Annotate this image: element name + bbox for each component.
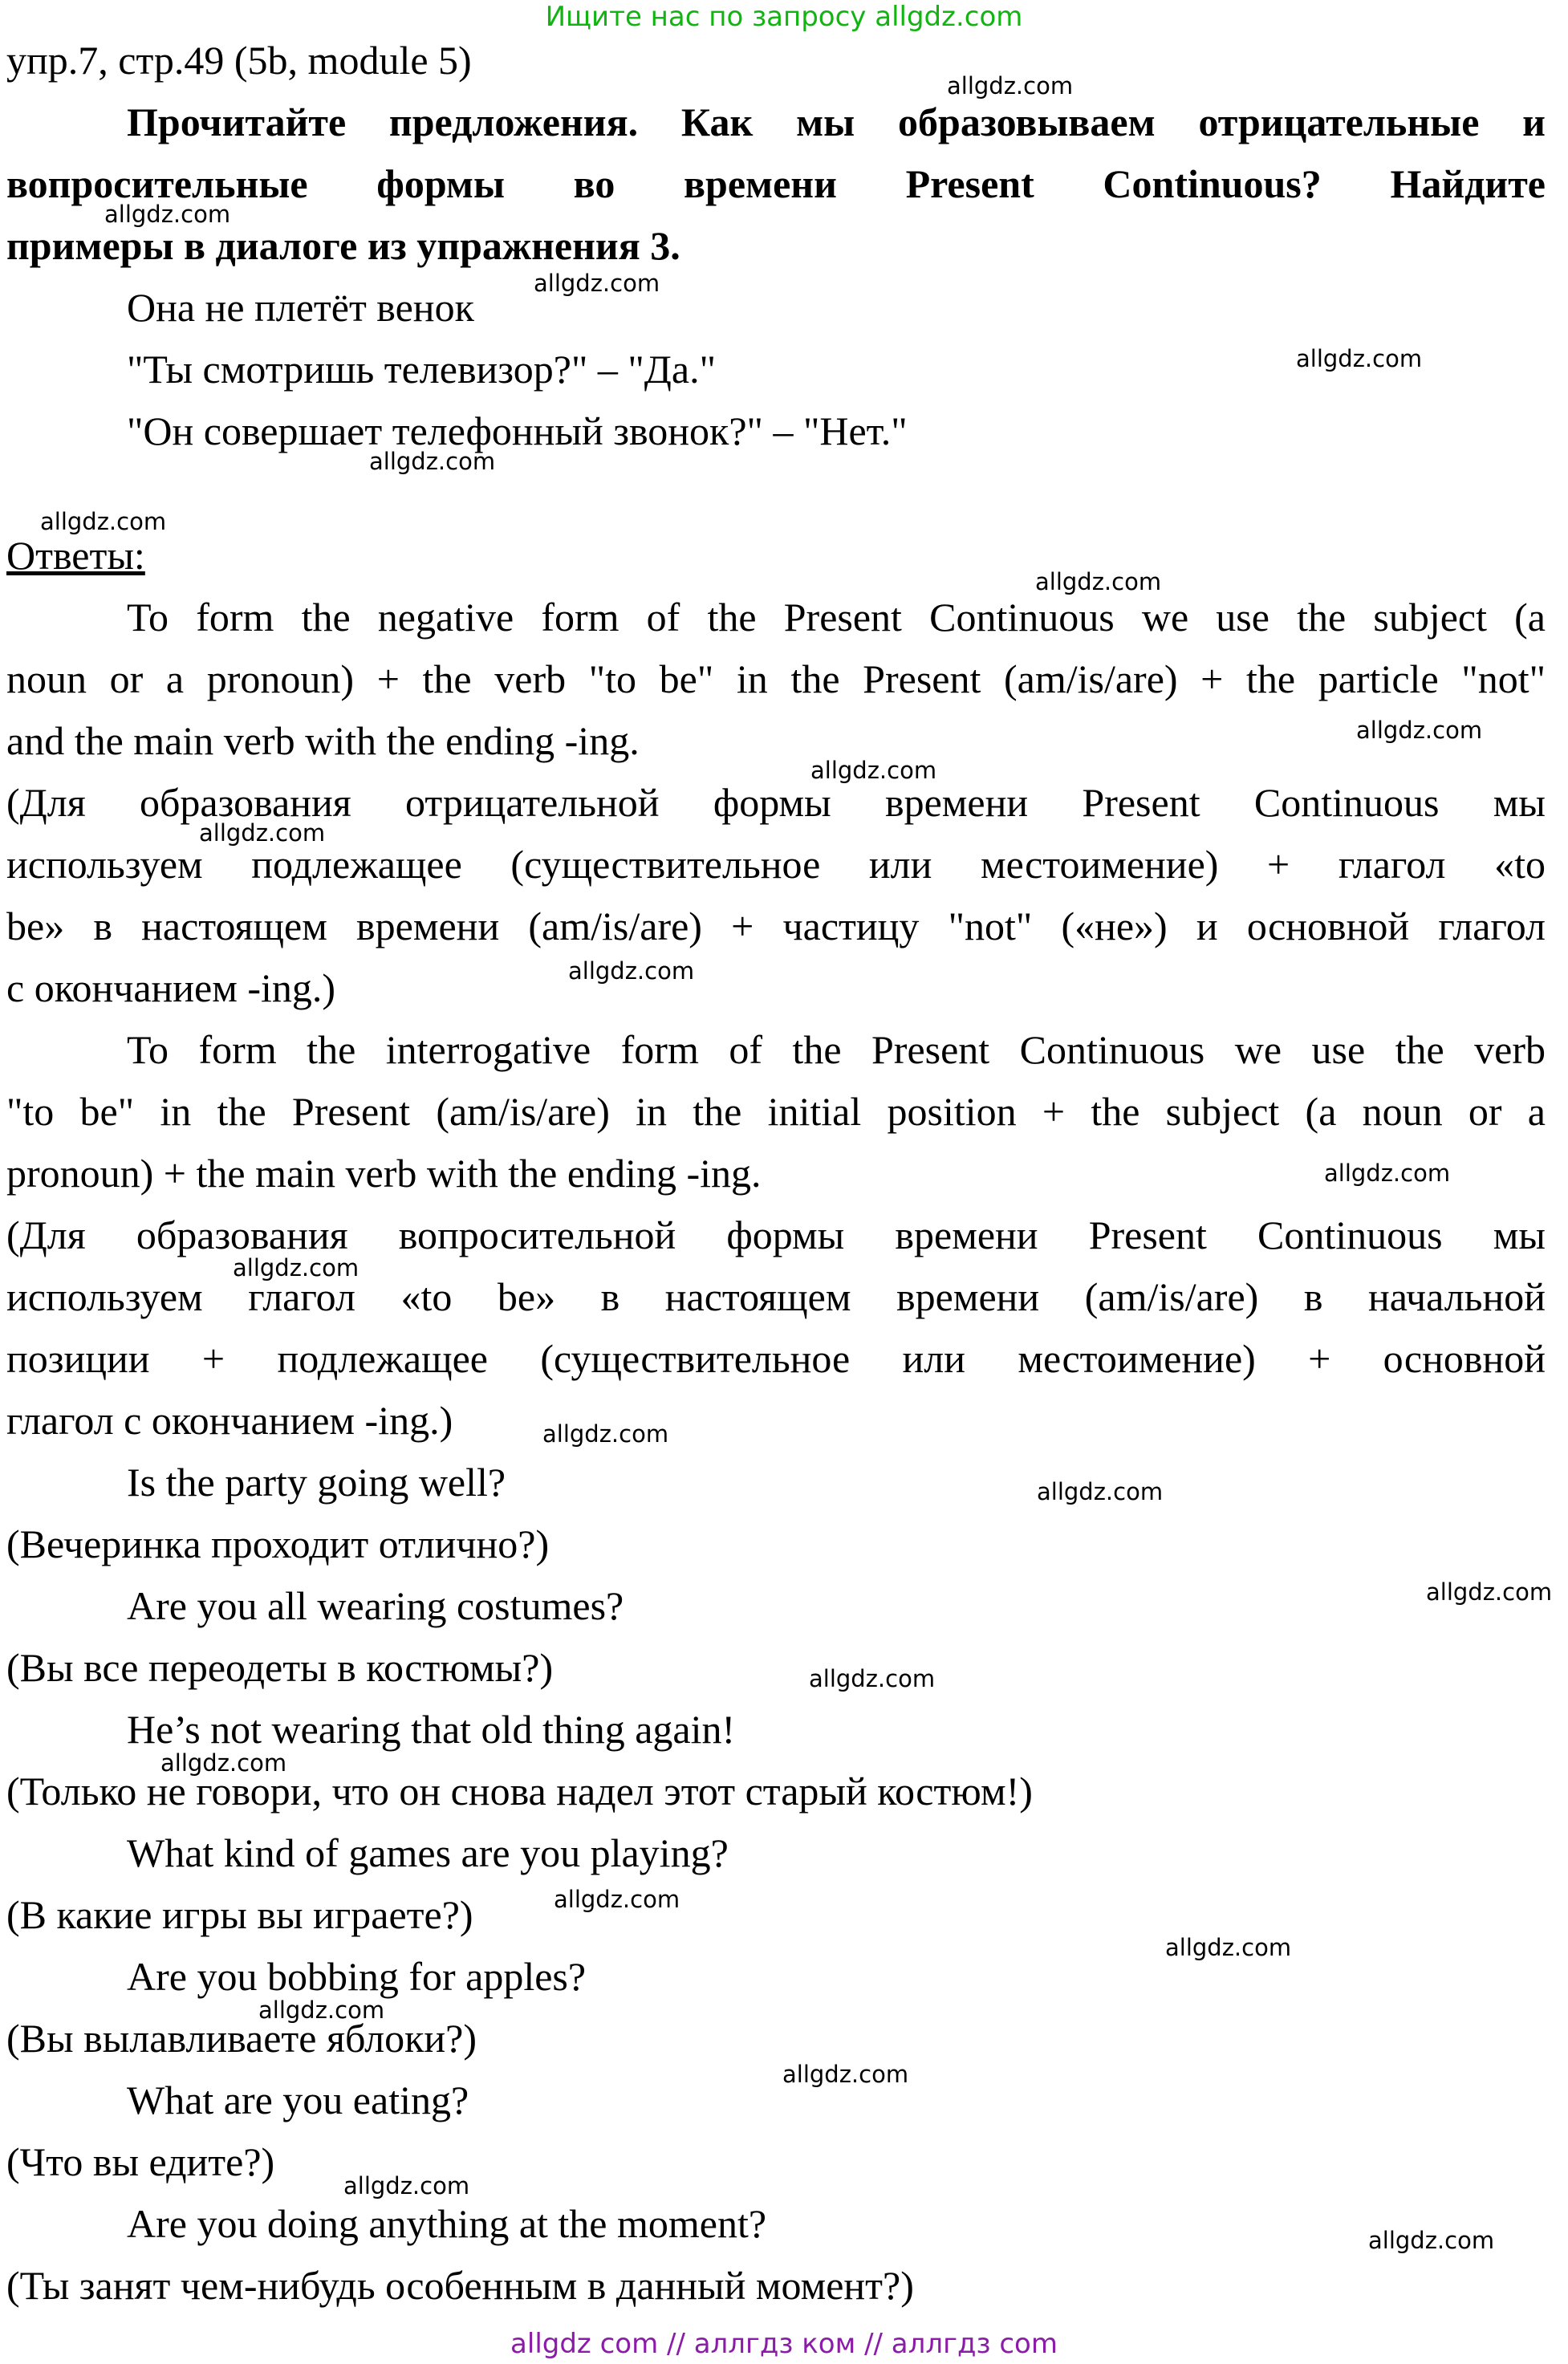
watermark: allgdz.com — [810, 757, 937, 784]
dialogue-en-6: What are you eating? — [127, 2078, 469, 2122]
watermark: allgdz.com — [542, 1420, 669, 1448]
watermark: allgdz.com — [1426, 1578, 1553, 1606]
dialogue-en-3: He’s not wearing that old thing again! — [127, 1707, 736, 1752]
dialogue-ru-4: (В какие игры вы играете?) — [6, 1892, 473, 1937]
watermark: allgdz.com — [1296, 345, 1423, 372]
interrogative-ru-line-1: (Для образования вопросительной формы времени Present Continuous мы — [6, 1212, 1546, 1257]
negative-ru-line-3: be» в настоящем времени (am/is/are) + частицу "not" («не») и основной глагол — [6, 904, 1546, 948]
dialogue-en-2: Are you all wearing costumes? — [127, 1583, 624, 1628]
dialogue-ru-5: (Вы вылавливаете яблоки?) — [6, 2016, 477, 2061]
dialogue-ru-3: (Только не говори, что он снова надел этот старый костюм!) — [6, 1769, 1033, 1814]
exercise-reference: упр.7, стр.49 (5b, module 5) — [6, 38, 472, 83]
watermark: allgdz.com — [1037, 1478, 1164, 1505]
watermark: allgdz.com — [1368, 2227, 1495, 2254]
dialogue-en-7: Are you doing anything at the moment? — [127, 2201, 767, 2246]
top-banner: Ищите нас по запросу allgdz.com — [545, 1, 1023, 33]
interrogative-ru-line-2: используем глагол «to be» в настоящем времени (am/is/are) в начальной — [6, 1274, 1546, 1319]
negative-en-line-1: To form the negative form of the Present Continuous we use the subject (a — [127, 595, 1546, 640]
dialogue-ru-6: (Что вы едите?) — [6, 2139, 275, 2184]
watermark: allgdz.com — [1324, 1160, 1451, 1187]
watermark: allgdz.com — [40, 508, 167, 535]
task-line-1: Прочитайте предложения. Как мы образовываем отрицательные и — [127, 100, 1546, 144]
negative-ru-line-4: с окончанием -ing.) — [6, 965, 336, 1010]
example-3: "Он совершает телефонный звонок?" – "Нет." — [127, 408, 908, 453]
interrogative-ru-line-4: глагол с окончанием -ing.) — [6, 1398, 453, 1443]
watermark: allgdz.com — [233, 1254, 360, 1282]
watermark: allgdz.com — [782, 2061, 909, 2088]
watermark: allgdz.com — [104, 201, 231, 228]
bottom-banner: allgdz com // аллгдз ком // аллгдз com — [510, 2328, 1058, 2360]
watermark: allgdz.com — [1165, 1934, 1292, 1961]
interrogative-en-line-3: pronoun) + the main verb with the ending -ing. — [6, 1151, 762, 1196]
answers-heading: Ответы: — [6, 533, 145, 578]
watermark: allgdz.com — [568, 957, 695, 985]
watermark: allgdz.com — [258, 1996, 385, 2024]
interrogative-en-line-2: "to be" in the Present (am/is/are) in the initial position + the subject (a noun or a — [6, 1089, 1546, 1134]
negative-en-line-2: noun or a pronoun) + the verb "to be" in the Present (am/is/are) + the particle "not" — [6, 656, 1546, 701]
dialogue-en-4: What kind of games are you playing? — [127, 1830, 729, 1875]
watermark: allgdz.com — [160, 1749, 287, 1777]
negative-en-line-3: and the main verb with the ending -ing. — [6, 718, 640, 763]
watermark: allgdz.com — [343, 2172, 470, 2199]
watermark: allgdz.com — [1035, 568, 1162, 595]
watermark: allgdz.com — [534, 270, 660, 297]
watermark: allgdz.com — [369, 448, 496, 475]
dialogue-ru-1: (Вечеринка проходит отлично?) — [6, 1521, 550, 1566]
negative-ru-line-1: (Для образования отрицательной формы времени Present Continuous мы — [6, 780, 1546, 825]
interrogative-ru-line-3: позиции + подлежащее (существительное или местоимение) + основной — [6, 1336, 1546, 1381]
interrogative-en-line-1: To form the interrogative form of the Present Continuous we use the verb — [127, 1027, 1546, 1072]
task-line-3: примеры в диалоге из упражнения 3. — [6, 223, 680, 268]
negative-ru-line-2: используем подлежащее (существительное или местоимение) + глагол «to — [6, 842, 1546, 887]
watermark: allgdz.com — [199, 819, 326, 847]
watermark: allgdz.com — [947, 72, 1074, 100]
task-line-2: вопросительные формы во времени Present Continuous? Найдите — [6, 161, 1546, 206]
watermark: allgdz.com — [1356, 717, 1483, 744]
example-2: "Ты смотришь телевизор?" – "Да." — [127, 347, 716, 392]
watermark: allgdz.com — [809, 1665, 936, 1692]
dialogue-ru-2: (Вы все переодеты в костюмы?) — [6, 1645, 554, 1690]
dialogue-en-5: Are you bobbing for apples? — [127, 1954, 587, 1999]
dialogue-ru-7: (Ты занят чем-нибудь особенным в данный момент?) — [6, 2263, 914, 2308]
dialogue-en-1: Is the party going well? — [127, 1460, 506, 1505]
watermark: allgdz.com — [554, 1886, 680, 1913]
example-1: Она не плетёт венок — [127, 285, 474, 330]
